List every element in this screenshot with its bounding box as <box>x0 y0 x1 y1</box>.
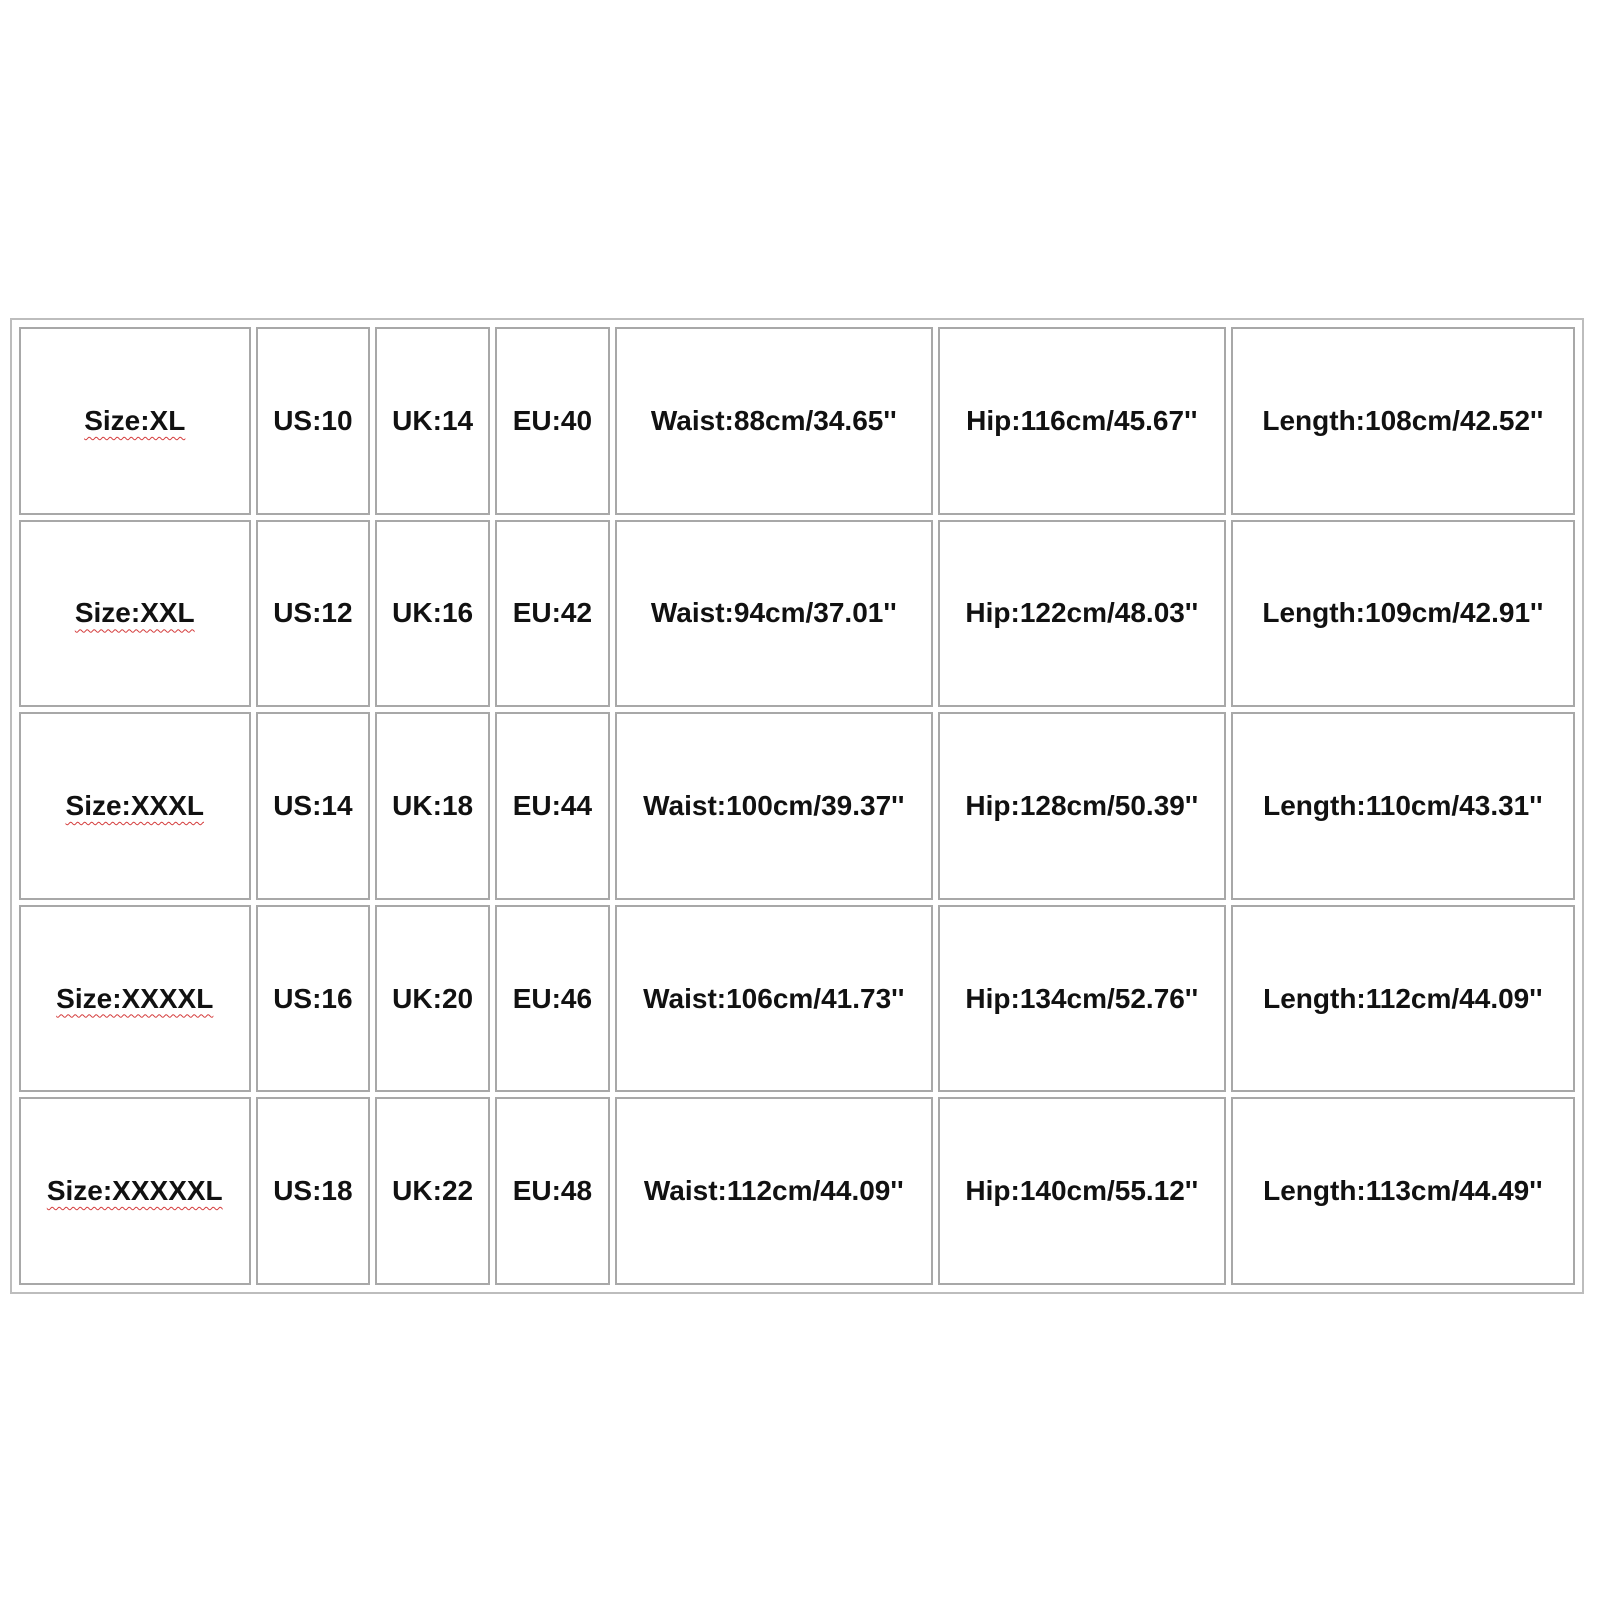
hip-cell: Hip:134cm/52.76'' <box>938 905 1226 1093</box>
uk-size-cell: UK:18 <box>375 712 490 900</box>
us-size-cell: US:16 <box>256 905 371 1093</box>
table-row <box>19 1097 1575 1285</box>
eu-size-cell: EU:42 <box>495 520 610 708</box>
hip-cell: Hip:140cm/55.12'' <box>938 1097 1226 1285</box>
waist-cell: Waist:88cm/34.65'' <box>615 327 933 515</box>
uk-size-cell: UK:14 <box>375 327 490 515</box>
size-label: Size:XXL <box>74 597 195 629</box>
table-row <box>19 327 1575 515</box>
us-size-cell: US:10 <box>256 327 371 515</box>
size-chart-table <box>14 322 1580 1290</box>
length-cell: Length:112cm/44.09'' <box>1231 905 1575 1093</box>
eu-size-cell: EU:46 <box>495 905 610 1093</box>
hip-cell: Hip:116cm/45.67'' <box>938 327 1226 515</box>
hip-cell: Hip:128cm/50.39'' <box>938 712 1226 900</box>
us-size-cell: US:18 <box>256 1097 371 1285</box>
size-cell <box>19 712 251 900</box>
size-label: Size:XL <box>84 404 186 436</box>
table-row <box>19 905 1575 1093</box>
waist-cell: Waist:100cm/39.37'' <box>615 712 933 900</box>
size-label: Size:XXXXL <box>56 982 214 1014</box>
size-cell <box>19 1097 251 1285</box>
length-cell: Length:113cm/44.49'' <box>1231 1097 1575 1285</box>
us-size-cell: US:14 <box>256 712 371 900</box>
waist-cell: Waist:94cm/37.01'' <box>615 520 933 708</box>
waist-cell: Waist:106cm/41.73'' <box>615 905 933 1093</box>
size-cell <box>19 327 251 515</box>
length-cell: Length:109cm/42.91'' <box>1231 520 1575 708</box>
size-label: Size:XXXL <box>65 789 204 821</box>
table-row <box>19 712 1575 900</box>
us-size-cell: US:12 <box>256 520 371 708</box>
size-cell <box>19 520 251 708</box>
waist-cell: Waist:112cm/44.09'' <box>615 1097 933 1285</box>
eu-size-cell: EU:40 <box>495 327 610 515</box>
size-label: Size:XXXXXL <box>46 1175 223 1207</box>
uk-size-cell: UK:16 <box>375 520 490 708</box>
length-cell: Length:110cm/43.31'' <box>1231 712 1575 900</box>
size-cell <box>19 905 251 1093</box>
hip-cell: Hip:122cm/48.03'' <box>938 520 1226 708</box>
table-row <box>19 520 1575 708</box>
length-cell: Length:108cm/42.52'' <box>1231 327 1575 515</box>
eu-size-cell: EU:44 <box>495 712 610 900</box>
eu-size-cell: EU:48 <box>495 1097 610 1285</box>
uk-size-cell: UK:22 <box>375 1097 490 1285</box>
size-chart <box>10 318 1584 1294</box>
uk-size-cell: UK:20 <box>375 905 490 1093</box>
